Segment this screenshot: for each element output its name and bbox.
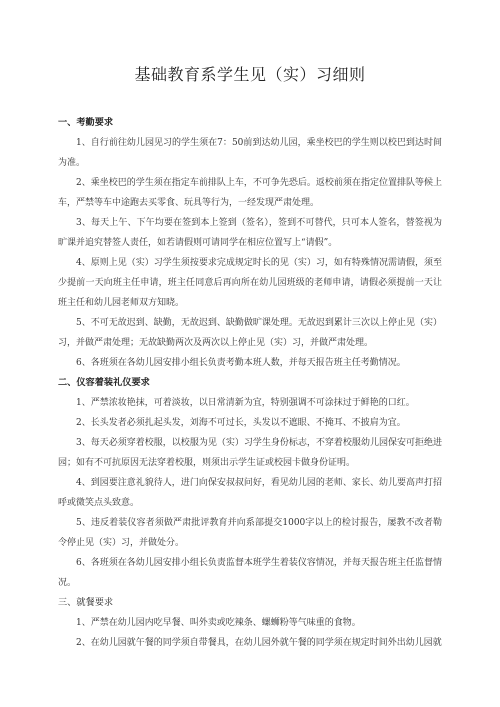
section-heading: 三、就餐要求 bbox=[58, 597, 114, 608]
rule-paragraph: 2、长头发者必须扎起头发，刘海不可过长，头发以不遮眼、不掩耳、不披肩为宜。 bbox=[76, 418, 406, 428]
rule-paragraph: 1、严禁在幼儿园内吃早餐、叫外卖或吃辣条、螺蛳粉等气味重的食物。 bbox=[76, 618, 361, 628]
rule-paragraph: 4、原则上见（实）习学生须按要求完成规定时长的见（实）习，如有特殊情况需请假，须至少提前一天向班主任申请，班主任同意后再向所在幼儿园班级的老师申请，请假必须提前一天让班主任和幼儿园老师双方知晓。 bbox=[58, 258, 442, 308]
rule-paragraph: 1、自行前往幼儿园见习的学生须在7：50前到达幼儿园，乘坐校巴的学生则以校巴到达时间为准。 bbox=[58, 138, 442, 168]
document-body bbox=[58, 113, 442, 653]
section-heading: 一、考勤要求 bbox=[58, 117, 114, 128]
rule-paragraph: 3、每天上午、下午均要在签到本上签到（签名），签到不可替代，只可本人签名，替签视为旷课并追究替签人责任，如若请假则可请同学在相应位置写上“请假”。 bbox=[58, 218, 442, 248]
section-heading: 二、仪容着装礼仪要求 bbox=[58, 377, 150, 388]
rule-paragraph: 2、乘坐校巴的学生须在指定车前排队上车，不可争先恐后。返校前须在指定位置排队等候上车，严禁等车中途跑去买零食、玩具等行为，一经发现严肃处理。 bbox=[58, 178, 442, 208]
rule-paragraph: 3、每天必须穿着校服，以校服为见（实）习学生身份标志，不穿着校服幼儿园保安可拒绝进园；如有不可抗原因无法穿着校服，则须出示学生证或校园卡做身份证明。 bbox=[58, 438, 442, 468]
rule-paragraph: 6、各班须在各幼儿园安排小组长负责监督本班学生着装仪容情况，并每天报告班主任监督情况。 bbox=[58, 558, 442, 588]
document-title: 基础教育系学生见（实）习细则 bbox=[134, 65, 366, 84]
rule-paragraph: 5、不可无故迟到、缺勤，无故迟到、缺勤做旷课处理。无故迟到累计三次以上停止见（实）习，并做严肃处理；无故缺勤两次及两次以上停止见（实）习，并做严肃处理。 bbox=[58, 318, 442, 348]
rule-paragraph: 6、各班须在各幼儿园安排小组长负责考勤本班人数，并每天报告班主任考勤情况。 bbox=[76, 358, 406, 368]
rule-paragraph: 5、违反着装仪容者须做严肃批评教育并向系部提交1000字以上的检讨报告，屡教不改者勒令停止见（实）习，并做处分。 bbox=[58, 518, 442, 548]
rule-paragraph: 4、到园要注意礼貌待人，进门向保安叔叔问好，看见幼儿园的老师、家长、幼儿要高声打招呼或微笑点头致意。 bbox=[58, 478, 442, 508]
rule-paragraph: 2、在幼儿园就午餐的同学须自带餐具，在幼儿园外就午餐的同学须在规定时间外出幼儿园就 bbox=[76, 638, 442, 648]
rule-paragraph: 1、严禁浓妆艳抹，可着淡妆，以日常清新为宜，特别强调不可涂抹过于鲜艳的口红。 bbox=[76, 398, 415, 408]
